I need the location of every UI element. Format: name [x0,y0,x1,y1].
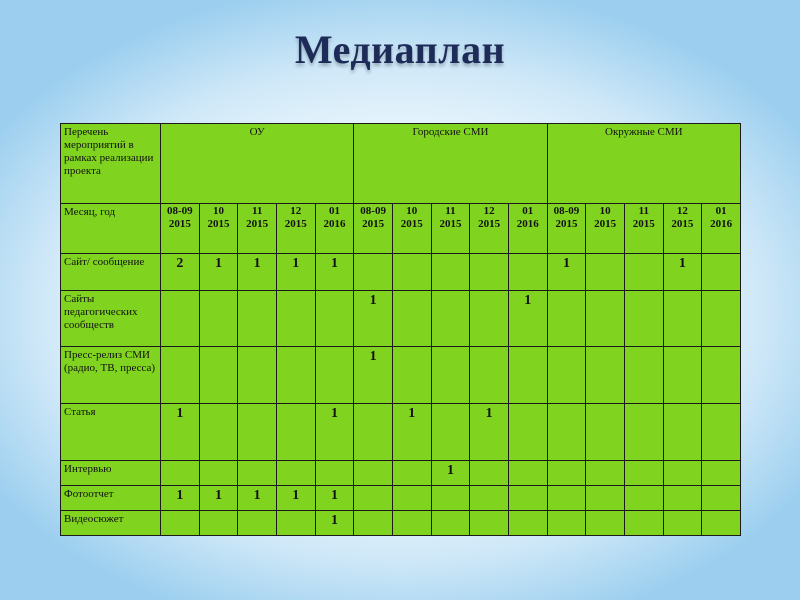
value-cell [624,347,663,404]
month-label: Месяц, год [61,204,161,254]
month-value: 12 [483,205,495,217]
value-cell [547,347,586,404]
value-cell: 1 [161,486,200,511]
value-cell [702,254,741,291]
month-cell [392,204,431,254]
month-cell [586,204,625,254]
year-value: 2015 [168,218,191,230]
value-cell [354,461,393,486]
month-value: 08-09 [166,205,193,217]
value-cell: 1 [238,254,277,291]
value-cell [315,461,354,486]
month-value: 12 [676,205,688,217]
year-value: 2015 [246,218,269,230]
value-cell [161,291,200,347]
row-label: Сайты педагогических сообществ [61,291,161,347]
value-cell: 1 [238,486,277,511]
month-value: 12 [290,205,302,217]
value-cell [354,486,393,511]
value-cell [199,291,238,347]
value-cell [624,511,663,536]
media-plan-table [60,123,741,536]
month-value: 01 [522,205,534,217]
group-header-1: Городские СМИ [354,124,547,204]
value-cell [392,511,431,536]
value-cell [238,511,277,536]
value-cell [624,404,663,461]
value-cell [624,486,663,511]
value-cell: 2 [161,254,200,291]
table-row [61,404,741,461]
corner-label: Перечень мероприятий в рамках реализации проекта [61,124,161,204]
month-cell [276,204,315,254]
value-cell: 1 [431,461,470,486]
year-value: 2015 [594,218,617,230]
group-header-0: ОУ [161,124,354,204]
value-cell [392,254,431,291]
value-cell [663,404,702,461]
value-cell [508,347,547,404]
year-value: 2015 [632,218,655,230]
value-cell [508,404,547,461]
value-cell [547,486,586,511]
value-cell [508,254,547,291]
value-cell [624,461,663,486]
month-value: 08-09 [360,205,386,217]
year-value: 2015 [284,218,307,230]
group-header-row [61,124,741,204]
value-cell: 1 [199,486,238,511]
value-cell [702,347,741,404]
value-cell [238,461,277,486]
value-cell: 1 [315,404,354,461]
month-cell [161,204,200,254]
table-row [61,291,741,347]
month-cell [431,204,470,254]
table-row [61,486,741,511]
value-cell [702,511,741,536]
value-cell [431,291,470,347]
value-cell [161,511,200,536]
month-cell [199,204,238,254]
year-value: 2015 [439,218,462,230]
value-cell [663,291,702,347]
value-cell [547,461,586,486]
row-label: Пресс-релиз СМИ (радио, ТВ, пресса) [61,347,161,404]
value-cell [470,461,509,486]
table-row [61,254,741,291]
value-cell [663,347,702,404]
value-cell [586,404,625,461]
value-cell [508,461,547,486]
value-cell [508,511,547,536]
value-cell: 1 [315,486,354,511]
value-cell: 1 [470,404,509,461]
group-header-2: Окружные СМИ [547,124,740,204]
year-value: 2016 [323,218,346,230]
value-cell [702,461,741,486]
value-cell [392,291,431,347]
month-cell [702,204,741,254]
value-cell [199,511,238,536]
value-cell [354,254,393,291]
row-label: Интервью [61,461,161,486]
value-cell [392,486,431,511]
value-cell: 1 [508,291,547,347]
value-cell [470,486,509,511]
value-cell [547,404,586,461]
month-value: 10 [599,205,611,217]
value-cell [392,461,431,486]
value-cell [624,254,663,291]
value-cell [199,347,238,404]
value-cell [702,404,741,461]
value-cell: 1 [392,404,431,461]
month-value: 01 [715,205,727,217]
value-cell: 1 [315,254,354,291]
value-cell [470,291,509,347]
value-cell [586,291,625,347]
value-cell: 1 [276,486,315,511]
value-cell [586,511,625,536]
month-cell [547,204,586,254]
value-cell [663,461,702,486]
year-value: 2015 [555,218,578,230]
value-cell [354,404,393,461]
year-value: 2015 [207,218,230,230]
value-cell [508,486,547,511]
value-cell [199,461,238,486]
value-cell [547,511,586,536]
month-cell [238,204,277,254]
value-cell [161,347,200,404]
year-value: 2015 [478,218,501,230]
value-cell [276,404,315,461]
value-cell [663,486,702,511]
month-value: 11 [638,205,649,217]
value-cell [470,511,509,536]
month-cell [470,204,509,254]
value-cell [431,486,470,511]
value-cell [276,347,315,404]
month-header-row [61,204,741,254]
value-cell: 1 [161,404,200,461]
row-label: Статья [61,404,161,461]
value-cell [354,511,393,536]
table-row [61,347,741,404]
value-cell [431,511,470,536]
month-value: 01 [328,205,340,217]
value-cell [315,347,354,404]
table-row [61,461,741,486]
month-cell [663,204,702,254]
year-value: 2016 [710,218,733,230]
page-title: Медиаплан [294,27,506,72]
value-cell: 1 [663,254,702,291]
value-cell [586,254,625,291]
month-value: 11 [445,205,456,217]
month-value: 10 [212,205,224,217]
value-cell [161,461,200,486]
value-cell [663,511,702,536]
value-cell [431,404,470,461]
value-cell [586,347,625,404]
value-cell [392,347,431,404]
value-cell [431,254,470,291]
value-cell: 1 [315,511,354,536]
value-cell [276,461,315,486]
value-cell: 1 [199,254,238,291]
value-cell [547,291,586,347]
value-cell: 1 [547,254,586,291]
value-cell [238,291,277,347]
value-cell [586,486,625,511]
value-cell [586,461,625,486]
value-cell: 1 [354,347,393,404]
year-value: 2016 [516,218,539,230]
table-row [61,511,741,536]
value-cell [238,404,277,461]
value-cell: 1 [354,291,393,347]
value-cell: 1 [276,254,315,291]
value-cell [470,254,509,291]
value-cell [431,347,470,404]
value-cell [199,404,238,461]
value-cell [624,291,663,347]
year-value: 2015 [400,218,423,230]
value-cell [238,347,277,404]
value-cell [276,511,315,536]
month-cell [315,204,354,254]
row-label: Сайт/ сообщение [61,254,161,291]
row-label: Видеосюжет [61,511,161,536]
month-cell [354,204,393,254]
year-value: 2015 [671,218,694,230]
year-value: 2015 [362,218,385,230]
value-cell [470,347,509,404]
month-value: 11 [251,205,263,217]
row-label: Фотоотчет [61,486,161,511]
value-cell [276,291,315,347]
month-cell [624,204,663,254]
value-cell [702,486,741,511]
month-cell [508,204,547,254]
value-cell [315,291,354,347]
value-cell [702,291,741,347]
month-value: 10 [406,205,418,217]
month-value: 08-09 [553,205,580,217]
